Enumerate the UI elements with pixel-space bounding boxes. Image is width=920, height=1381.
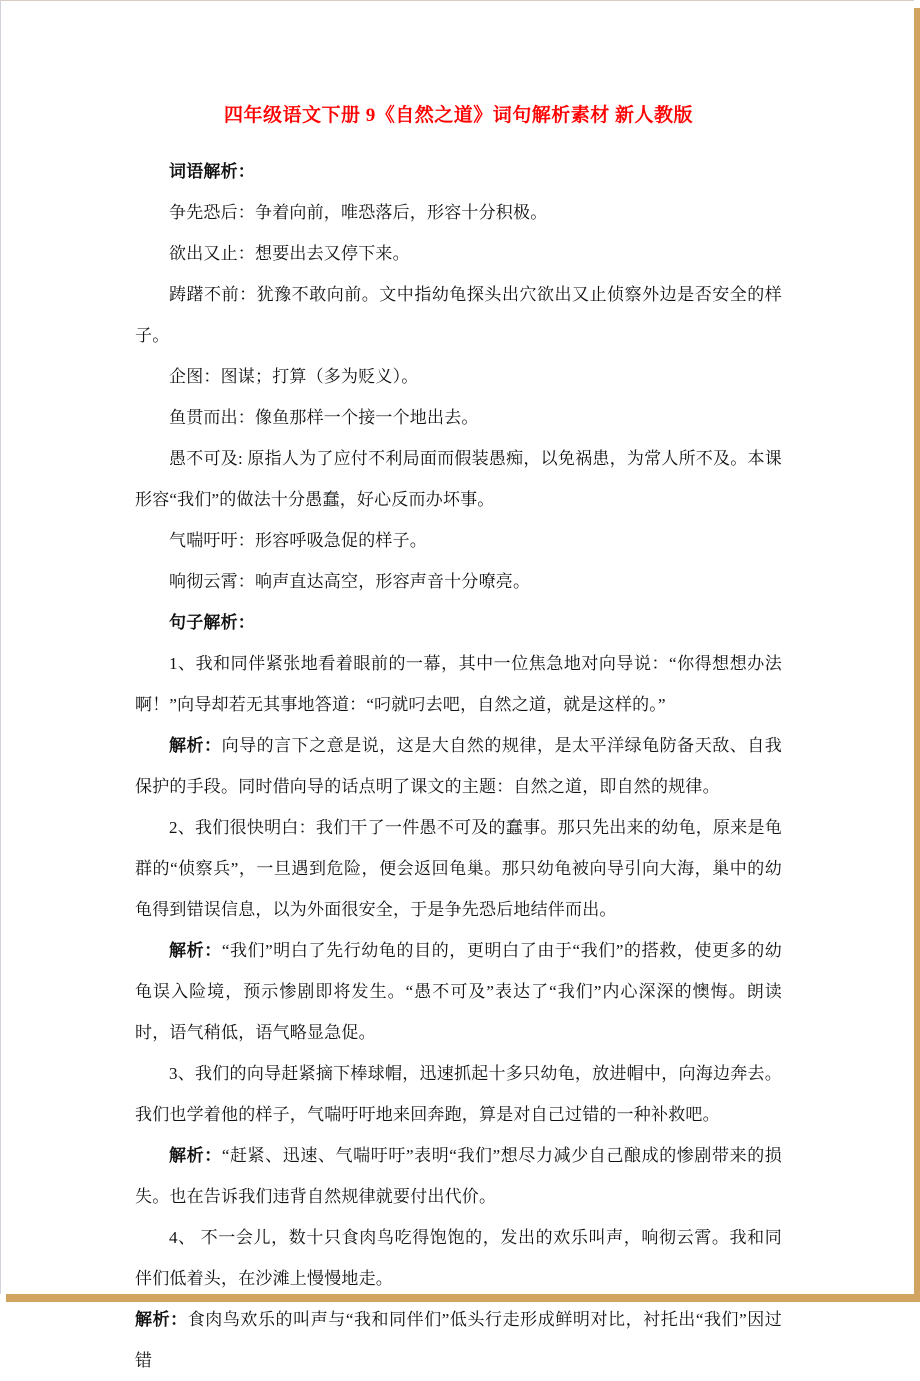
paragraph: 鱼贯而出：像鱼那样一个接一个地出去。 xyxy=(169,408,479,427)
paragraph: 3、我们的向导赶紧摘下棒球帽，迅速抓起十多只幼龟，放进帽中，向海边奔去。我们也学着他的样子，气喘吁吁地来回奔跑，算是对自己过错的一种补救吧。 xyxy=(135,1064,782,1124)
paragraph: 响彻云霄：响声直达高空，形容声音十分嘹亮。 xyxy=(169,572,531,591)
paragraph: 解析：食肉鸟欢乐的叫声与“我和同伴们”低头行走形成鲜明对比，衬托出“我们”因过错 xyxy=(135,1310,782,1370)
document-body xyxy=(135,151,782,1381)
paragraph: 1、我和同伴紧张地看着眼前的一幕，其中一位焦急地对向导说：“你得想想办法啊！”向导却若无其事地答道：“叼就叼去吧，自然之道，就是这样的。” xyxy=(135,654,782,714)
paragraph: 解析：“我们”明白了先行幼龟的目的，更明白了由于“我们”的搭救，使更多的幼龟误入险境，预示惨剧即将发生。“愚不可及”表达了“我们”内心深深的懊悔。朗读时，语气稍低，语气略显急促。 xyxy=(135,941,782,1042)
paragraph: 企图：图谋；打算（多为贬义）。 xyxy=(169,367,419,386)
paragraph xyxy=(135,151,782,192)
paragraph-label: 句子解析： xyxy=(169,613,255,632)
paragraph: 争先恐后：争着向前，唯恐落后，形容十分积极。 xyxy=(169,203,548,222)
document-title: 四年级语文下册 9《自然之道》词句解析素材 新人教版 xyxy=(223,105,693,126)
paragraph: 欲出又止：想要出去又停下来。 xyxy=(169,244,410,263)
paragraph: 愚不可及: 原指人为了应付不利局面而假装愚痴，以免祸患，为常人所不及。本课形容“我们”的做法十分愚蠢，好心反而办坏事。 xyxy=(135,449,782,509)
paragraph-label: 解析： xyxy=(169,1146,222,1165)
paragraph: 解析：向导的言下之意是说，这是大自然的规律，是太平洋绿龟防备天敌、自我保护的手段。同时借向导的话点明了课文的主题：自然之道，即自然的规律。 xyxy=(135,736,782,796)
paragraph: 4、 不一会儿，数十只食肉鸟吃得饱饱的，发出的欢乐叫声，响彻云霄。我和同伴们低着头，在沙滩上慢慢地走。 xyxy=(135,1228,782,1288)
paragraph: 2、我们很快明白：我们干了一件愚不可及的蠢事。那只先出来的幼龟，原来是龟群的“侦察兵”，一旦遇到危险，便会返回龟巢。那只幼龟被向导引向大海，巢中的幼龟得到错误信息，以为外面很安全，于是争先恐后地结伴而出。 xyxy=(135,818,782,919)
paragraph-label: 解析： xyxy=(135,1310,188,1329)
paragraph-label: 解析： xyxy=(169,736,222,755)
paragraph: 气喘吁吁：形容呼吸急促的样子。 xyxy=(169,531,427,550)
paragraph-label: 词语解析： xyxy=(169,162,255,181)
paragraph-label: 解析： xyxy=(169,941,222,960)
paragraph xyxy=(135,602,782,643)
paragraph: 解析：“赶紧、迅速、气喘吁吁”表明“我们”想尽力减少自己酿成的惨剧带来的损失。也在告诉我们违背自然规律就要付出代价。 xyxy=(135,1146,782,1206)
paragraph: 踌躇不前：犹豫不敢向前。文中指幼龟探头出穴欲出又止侦察外边是否安全的样子。 xyxy=(135,285,782,345)
